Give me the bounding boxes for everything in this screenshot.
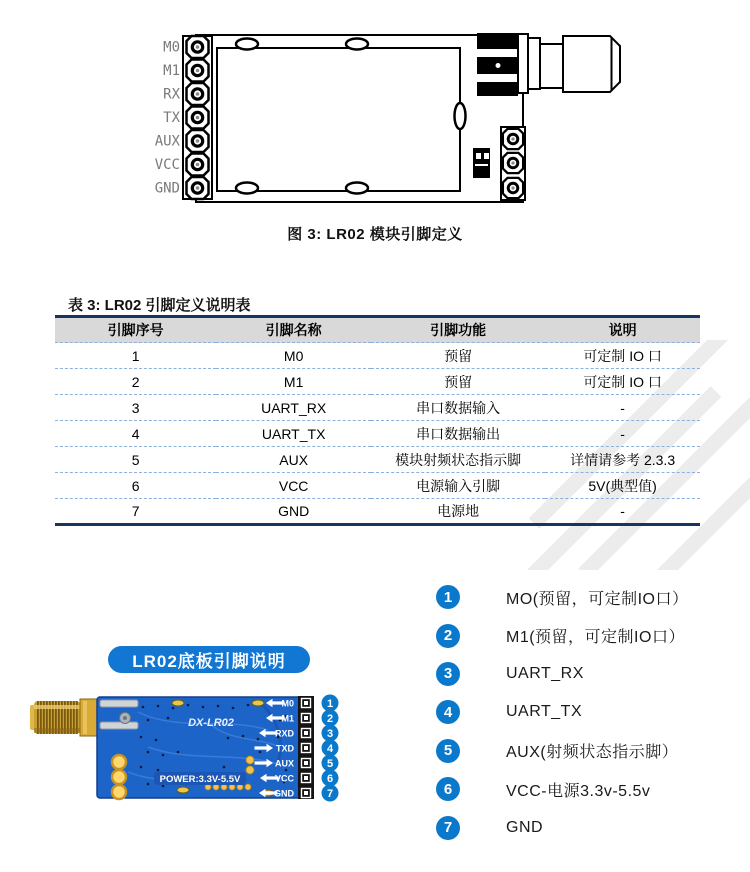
bottom-board-badge: LR02底板引脚说明	[108, 646, 310, 673]
svg-text:3: 3	[326, 727, 334, 740]
cell-pin-name: UART_TX	[216, 421, 371, 447]
table-row	[55, 369, 700, 395]
pin-number-badge: 5	[436, 739, 460, 763]
pin-number-badge: 1	[436, 585, 460, 609]
cell-pin-name: AUX	[216, 447, 371, 473]
col-header-pin-name: 引脚名称	[216, 317, 371, 343]
pin-label-m0: M0	[163, 39, 180, 56]
cell-desc: -	[620, 503, 625, 519]
cell-pin-func: 电源地	[437, 503, 480, 519]
cell-desc: 可定制 IO 口	[545, 369, 700, 395]
cell-pin-func: 电源输入引脚	[371, 473, 545, 499]
cell-pin-func: 预留	[371, 343, 545, 369]
cell-desc: -	[545, 395, 700, 421]
cell-desc: 详情请参考 2.3.3	[545, 447, 700, 473]
cell-pin-name: GND	[278, 503, 310, 519]
svg-text:VCC: VCC	[274, 773, 294, 784]
pin-number-badge: 3	[436, 662, 460, 686]
pin-description: UART_TX	[506, 703, 583, 721]
cell-pin-func: 预留	[371, 369, 545, 395]
cell-pin-no: 2	[55, 369, 216, 395]
left-pin-header	[183, 36, 212, 199]
pin-number-badge: 6	[436, 777, 460, 801]
module-pinout-drawing	[125, 17, 665, 212]
silkscreen-model-text: DX-LR02	[188, 717, 234, 729]
drawing-pin-labels	[155, 40, 181, 197]
pin-description: AUX(射频状态指示脚）	[506, 744, 679, 762]
svg-text:TXD: TXD	[276, 743, 294, 754]
pin-description: M1(预留，可定制IO口）	[506, 629, 685, 647]
col-header-desc: 说明	[545, 317, 700, 343]
pin-label-vcc: VCC	[154, 157, 180, 173]
pcb-pin-header	[298, 696, 314, 799]
cell-pin-name: M1	[216, 369, 371, 395]
col-header-pin-no: 引脚序号	[55, 317, 216, 343]
pin-description: MO(预留，可定制IO口）	[506, 590, 689, 608]
svg-text:AUX: AUX	[274, 758, 294, 769]
legend-item	[432, 693, 732, 731]
pin-label-gnd: GND	[154, 180, 180, 197]
table-row	[55, 473, 700, 499]
cell-pin-name: UART_RX	[216, 395, 371, 421]
pin-label-m1: M1	[163, 63, 180, 79]
pin-number-badge: 7	[436, 816, 460, 840]
pin-label-tx: TX	[163, 110, 180, 126]
cell-desc: 5V(典型值)	[545, 473, 700, 499]
smd-component	[473, 148, 490, 178]
cell-desc: -	[545, 421, 700, 447]
silkscreen-power-text: POWER:3.3V-5.5V	[159, 774, 241, 785]
pin-label-rx: RX	[163, 86, 180, 103]
legend-item	[432, 616, 732, 654]
cell-pin-name: VCC	[216, 473, 371, 499]
table-row	[55, 343, 700, 369]
cell-pin-no: 4	[55, 421, 216, 447]
cell-desc: 可定制 IO 口	[545, 343, 700, 369]
svg-text:5: 5	[326, 757, 334, 770]
pin-description: GND	[506, 818, 544, 836]
table-header-row	[55, 317, 700, 343]
svg-text:1: 1	[326, 697, 334, 710]
svg-text:7: 7	[326, 787, 334, 800]
cell-pin-func: 串口数据输出	[371, 421, 545, 447]
legend-item	[432, 770, 732, 808]
pin-label-aux: AUX	[154, 133, 180, 150]
sma-connector-drawing	[477, 33, 620, 96]
svg-text:6: 6	[326, 772, 334, 785]
pin-definition-table	[55, 315, 700, 526]
svg-text:GND: GND	[274, 788, 294, 799]
col-header-pin-func: 引脚功能	[371, 317, 545, 343]
legend-item	[432, 808, 732, 846]
pin-number-badge: 4	[436, 700, 460, 724]
pcb-pin-number-badges	[322, 695, 339, 802]
pin-description: UART_RX	[506, 664, 584, 682]
svg-text:M1: M1	[281, 713, 294, 724]
cell-pin-no: 7	[131, 503, 140, 519]
table-title: 表 3: LR02 引脚定义说明表	[68, 297, 251, 314]
svg-text:2: 2	[326, 712, 334, 725]
cell-pin-func: 串口数据输入	[371, 395, 545, 421]
cell-pin-name: M0	[216, 343, 371, 369]
table-row	[55, 421, 700, 447]
legend-item	[432, 655, 732, 693]
svg-text:RXD: RXD	[274, 728, 294, 739]
pin-number-badge: 2	[436, 624, 460, 648]
figure-caption: 图 3: LR02 模块引脚定义	[287, 226, 463, 243]
cell-pin-no: 1	[55, 343, 216, 369]
sma-connector	[30, 699, 97, 736]
cell-pin-no: 3	[55, 395, 216, 421]
gold-pads	[112, 755, 126, 799]
legend-item	[432, 578, 732, 616]
legend-item	[432, 732, 732, 770]
svg-text:M0: M0	[281, 698, 294, 709]
cell-pin-no: 5	[55, 447, 216, 473]
pin-description: VCC-电源3.3v-5.5v	[506, 782, 651, 800]
table-row	[55, 395, 700, 421]
cell-pin-func: 模块射频状态指示脚	[371, 447, 545, 473]
pin-legend	[432, 578, 732, 847]
table-row	[55, 447, 700, 473]
pcb-photo	[28, 692, 346, 810]
table-row	[55, 499, 700, 525]
cell-pin-no: 6	[55, 473, 216, 499]
right-pin-header	[501, 127, 525, 200]
svg-text:4: 4	[326, 742, 334, 755]
